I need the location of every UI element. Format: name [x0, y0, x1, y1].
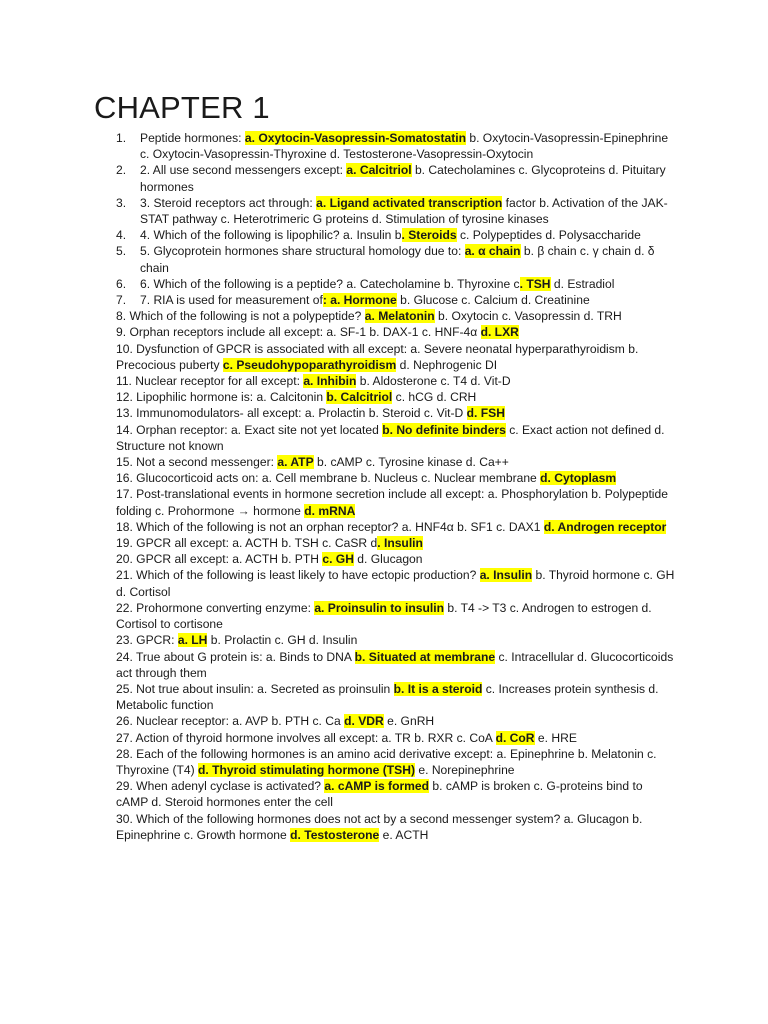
question-item [116, 567, 676, 599]
highlighted-answer: a. LH [177, 633, 208, 648]
highlighted-answer: a. Insulin [479, 568, 533, 583]
question-text: b. Oxytocin-Vasopressin-Epinephrine c. Oxytocin-Vasopressin-Thyroxine d. Testosterone-Vasopressin-Oxytocin [140, 131, 669, 162]
question-text: d. Estradiol [550, 276, 615, 291]
question-number: 7. [116, 293, 127, 308]
question-item [116, 389, 676, 405]
question-text: 30. Which of the following hormones does not act by a second messenger system? a. Glucagon b. Epinephrine c. Growth hormone [116, 811, 643, 842]
highlighted-answer: a. cAMP is formed [324, 779, 430, 794]
question-text: c. Increases protein synthesis d. Metabolic function [116, 681, 659, 713]
highlighted-answer: a. Melatonin [364, 309, 435, 324]
question-text: 16. Glucocorticoid acts on: a. Cell membrane b. Nucleus c. Nuclear membrane [116, 471, 541, 486]
question-text: b. cAMP c. Tyrosine kinase d. Ca++ [313, 455, 509, 470]
question-text: c. Intracellular d. Glucocorticoids act through them [116, 649, 674, 680]
highlighted-answer: d. VDR [344, 714, 384, 729]
question-text: b. Oxytocin c. Vasopressin d. TRH [434, 309, 622, 324]
question-text: e. Norepinephrine [415, 762, 515, 777]
question-text: b. Glucose c. Calcium d. Creatinine [396, 293, 590, 308]
question-text: d. Glucagon [353, 552, 423, 567]
question-item [116, 195, 676, 227]
highlighted-answer: b. It is a steroid [393, 681, 483, 696]
question-item [116, 308, 676, 324]
highlighted-answer: a. Proinsulin to insulin [314, 600, 444, 615]
highlighted-answer: b. No definite binders [382, 422, 506, 437]
question-item [116, 600, 676, 632]
question-item [116, 130, 676, 162]
question-text: 20. GPCR all except: a. ACTH b. PTH [116, 552, 323, 567]
highlighted-answer: a. α chain [464, 244, 521, 259]
question-item [116, 470, 676, 486]
highlighted-answer: b. Situated at membrane [354, 649, 496, 664]
question-item [116, 276, 676, 292]
question-text: 26. Nuclear receptor: a. AVP b. PTH c. Ca [116, 714, 345, 729]
question-text: e. HRE [534, 730, 577, 745]
question-item [116, 243, 676, 275]
highlighted-answer: d. LXR [480, 325, 519, 340]
question-text: 13. Immunomodulators- all except: a. Prolactin b. Steroid c. Vit-D [116, 406, 467, 421]
highlighted-answer: . Insulin [377, 536, 423, 551]
question-text: 11. Nuclear receptor for all except: [116, 374, 304, 389]
question-number: 4. [116, 228, 127, 243]
question-item [116, 778, 676, 810]
question-text: 3. Steroid receptors act through: [140, 195, 317, 210]
question-text: 8. Which of the following is not a polypeptide? [116, 309, 365, 324]
highlighted-answer: . Steroids [401, 228, 457, 243]
question-text: 28. Each of the following hormones is an amino acid derivative except: a. Epinephrine b. Melatonin c. Thyroxine (T4) [116, 746, 657, 777]
question-item [116, 730, 676, 746]
question-number: 3. [116, 195, 127, 210]
question-text: b. Aldosterone c. T4 d. Vit-D [356, 374, 511, 389]
question-item [116, 341, 676, 373]
question-text: 19. GPCR all except: a. ACTH b. TSH c. CaSR d [116, 536, 378, 551]
question-text: 12. Lipophilic hormone is: a. Calcitonin [116, 390, 327, 405]
question-text: 14. Orphan receptor: a. Exact site not yet located [116, 422, 383, 437]
question-text: e. ACTH [379, 827, 429, 842]
question-item [116, 162, 676, 194]
question-text: d. Nephrogenic DI [396, 357, 498, 372]
question-text: 22. Prohormone converting enzyme: [116, 600, 315, 615]
highlighted-answer: : a. Hormone [322, 293, 397, 308]
question-text: b. cAMP is broken c. G-proteins bind to cAMP d. Steroid hormones enter the cell [116, 779, 643, 810]
highlighted-answer: d. Testosterone [290, 827, 380, 842]
question-text: b. Prolactin c. GH d. Insulin [207, 633, 358, 648]
question-item [116, 535, 676, 551]
question-item [116, 405, 676, 421]
question-text: factor b. Activation of the JAK-STAT pathway c. Heterotrimeric G proteins d. Stimulation of tyrosine kinases [140, 195, 668, 227]
question-text: c. hCG d. CRH [392, 390, 477, 405]
question-text: 24. True about G protein is: a. Binds to DNA [116, 649, 355, 664]
question-item [116, 649, 676, 681]
highlighted-answer: d. Thyroid stimulating hormone (TSH) [198, 762, 416, 777]
question-text: b. Thyroid hormone c. GH d. Cortisol [116, 568, 675, 599]
question-item [116, 551, 676, 567]
question-text: b. β chain c. γ chain d. δ chain [140, 244, 655, 275]
highlighted-answer: d. FSH [466, 406, 505, 421]
question-text: 25. Not true about insulin: a. Secreted as proinsulin [116, 681, 394, 696]
question-item [116, 292, 676, 308]
question-number: 5. [116, 244, 127, 259]
question-item [116, 227, 676, 243]
question-text: 21. Which of the following is least likely to have ectopic production? [116, 568, 480, 583]
highlighted-answer: . TSH [519, 276, 551, 291]
highlighted-answer: a. Oxytocin-Vasopressin-Somatostatin [244, 131, 466, 145]
chapter-title: CHAPTER 1 [94, 90, 270, 125]
question-text: 10. Dysfunction of GPCR is associated with all except: a. Severe neonatal hyperparathyroidism b. Precocious puberty [116, 341, 639, 372]
question-item [116, 486, 676, 518]
question-item [116, 373, 676, 389]
question-text: c. Exact action not defined d. Structure not known [116, 422, 665, 453]
question-item [116, 681, 676, 713]
question-text: 18. Which of the following is not an orphan receptor? a. HNF4α b. SF1 c. DAX1 [116, 519, 544, 534]
question-text: 17. Post-translational events in hormone secretion include all except: a. Phosphorylation b. Polypeptide folding c. Prohormone → hormone [116, 487, 668, 518]
question-text: 29. When adenyl cyclase is activated? [116, 779, 325, 794]
highlighted-answer: d. Androgen receptor [543, 519, 667, 534]
question-list [116, 130, 676, 843]
question-number: 2. [116, 163, 127, 178]
question-number: 1. [116, 131, 127, 145]
highlighted-answer: b. Calcitriol [326, 390, 393, 405]
question-text: 9. Orphan receptors include all except: a. SF-1 b. DAX-1 c. HNF-4α [116, 325, 481, 340]
question-item [116, 324, 676, 340]
highlighted-answer: d. mRNA [304, 503, 356, 518]
highlighted-answer: c. Pseudohypoparathyroidism [222, 357, 397, 372]
question-item [116, 746, 676, 778]
highlighted-answer: d. CoR [495, 730, 535, 745]
question-text: 7. RIA is used for measurement of [140, 293, 323, 308]
question-number: 6. [116, 276, 127, 291]
question-text: 27. Action of thyroid hormone involves all except: a. TR b. RXR c. CoA [116, 730, 496, 745]
highlighted-answer: a. Inhibin [303, 374, 357, 389]
question-text: 23. GPCR: [116, 633, 178, 648]
question-item [116, 519, 676, 535]
question-item [116, 632, 676, 648]
question-text: Peptide hormones: [140, 131, 245, 145]
highlighted-answer: d. Cytoplasm [540, 471, 617, 486]
question-text: b. Catecholamines c. Glycoproteins d. Pituitary hormones [140, 163, 666, 194]
highlighted-answer: a. Ligand activated transcription [316, 195, 503, 210]
highlighted-answer: a. Calcitriol [346, 163, 412, 178]
question-text: 15. Not a second messenger: [116, 455, 278, 470]
question-text: 4. Which of the following is lipophilic? a. Insulin b [140, 228, 402, 243]
question-item [116, 713, 676, 729]
question-text: 2. All use second messengers except: [140, 163, 347, 178]
question-text: c. Polypeptides d. Polysaccharide [456, 228, 641, 243]
highlighted-answer: c. GH [322, 552, 354, 567]
question-item [116, 811, 676, 843]
question-text: b. T4 -> T3 c. Androgen to estrogen d. Cortisol to cortisone [116, 600, 652, 632]
question-text: 5. Glycoprotein hormones share structural homology due to: [140, 244, 465, 259]
question-item [116, 422, 676, 454]
question-text: 6. Which of the following is a peptide? a. Catecholamine b. Thyroxine c [140, 276, 520, 291]
question-text: e. GnRH [383, 714, 435, 729]
question-item [116, 454, 676, 470]
highlighted-answer: a. ATP [277, 455, 314, 470]
